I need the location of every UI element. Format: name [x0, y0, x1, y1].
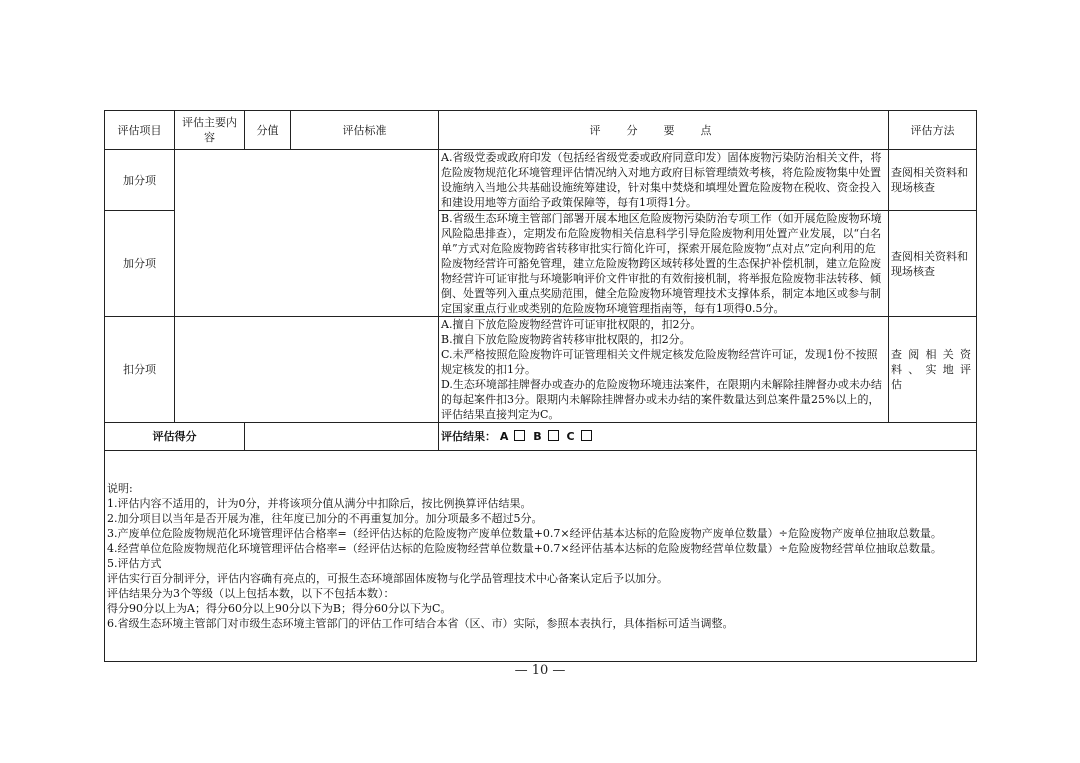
score-label: 评估得分	[105, 423, 245, 451]
bonus-label-b: 加分项	[105, 211, 175, 317]
header-evaluation-item: 评估项目	[105, 111, 175, 150]
notes-row	[105, 451, 977, 662]
note-line-1: 1.评估内容不适用的，计为0分，并将该项分值从满分中扣除后，按比例换算评估结果。	[107, 497, 532, 510]
result-label: 评估结果：	[441, 430, 496, 443]
bonus-empty-cell	[175, 150, 439, 317]
header-score: 分值	[245, 111, 291, 150]
deduct-method: 查阅相关资料、实地评估	[889, 317, 977, 423]
deduct-empty-cell	[175, 317, 439, 423]
note-line-5: 5.评估方式	[107, 557, 162, 570]
deduct-item-c: C.未严格按照危险废物许可证管理相关文件规定核发危险废物经营许可证，发现1份不按照规定核发的扣1分。	[441, 348, 878, 376]
bonus-method-b: 查阅相关资料和现场核查	[889, 211, 977, 317]
note-line-3: 3.产废单位危险废物规范化环境管理评估合格率=（经评估达标的危险废物产废单位数量+0.7×经评估基本达标的危险废物产废单位数量）÷危险废物产废单位抽取总数量。	[107, 527, 942, 540]
bonus-item-b: B.省级生态环境主管部门部署开展本地区危险废物污染防治专项工作（如开展危险废物环境风险隐患排查），定期发布危险废物相关信息科学引导危险废物利用处置产业发展，以“白名单”方式对危险废物跨省转移审批实行简化许可，探索开展危险废物“点对点”定向利用的危险废物经营许可豁免管理，建立危险废物跨区域转移处置的生态保护补偿机制，建立危险废物经营许可证审批与环境影响评价文件审批的有效衔接机制，将举报危险废物非法转移、倾倒、处置等列入重点奖励范围，健全危险废物环境管理技术支撑体系，制定本地区或参与制定国家重点行业或类别的危险废物环境管理指南等，每有1项得0.5分。	[439, 211, 889, 317]
result-option-a: A	[499, 430, 509, 443]
table-header-row	[105, 111, 977, 150]
deduct-label: 扣分项	[105, 317, 175, 423]
header-method: 评估方法	[889, 111, 977, 150]
result-cell	[439, 423, 977, 451]
score-row	[105, 423, 977, 451]
header-criteria: 评估标准	[291, 111, 439, 150]
deduct-item-b: B.擅自下放危险废物跨省转移审批权限的，扣2分。	[441, 333, 691, 346]
bonus-method-a: 查阅相关资料和现场核查	[889, 150, 977, 211]
note-line-7: 评估结果分为3个等级（以上包括本数，以下不包括本数）：	[107, 587, 395, 600]
deduct-item-d: D.生态环境部挂牌督办或查办的危险废物环境违法案件，在限期内未解除挂牌督办或未办结的每起案件扣3分。限期内未解除挂牌督办或未办结的案件数量达到总案件量25%以上的，评估结果直接判定为C。	[441, 378, 882, 421]
page-number: — 10 —	[514, 663, 566, 678]
bonus-label-a: 加分项	[105, 150, 175, 211]
score-value-cell	[245, 423, 439, 451]
note-line-0: 说明:	[107, 482, 133, 495]
note-line-6: 评估实行百分制评分，评估内容确有亮点的，可报生态环境部固体废物与化学品管理技术中心备案认定后予以加分。	[107, 572, 668, 585]
header-main-content: 评估主要内容	[175, 111, 245, 150]
note-line-9: 6.省级生态环境主管部门对市级生态环境主管部门的评估工作可结合本省（区、市）实际，参照本表执行，具体指标可适当调整。	[107, 617, 734, 630]
note-line-4: 4.经营单位危险废物规范化环境管理评估合格率=（经评估达标的危险废物经营单位数量+0.7×经评估基本达标的危险废物经营单位数量）÷危险废物经营单位抽取总数量。	[107, 542, 942, 555]
result-option-b: B	[533, 430, 542, 443]
checkbox-c-icon[interactable]	[581, 430, 592, 441]
bonus-row-a	[105, 150, 977, 211]
header-key-points: 评分要点	[439, 111, 889, 150]
deduct-item-a: A.擅自下放危险废物经营许可证审批权限的，扣2分。	[441, 318, 702, 331]
checkbox-b-icon[interactable]	[548, 430, 559, 441]
note-line-8: 得分90分以上为A；得分60分以上90分以下为B；得分60分以下为C。	[107, 602, 452, 615]
bonus-item-a: A.省级党委或政府印发（包括经省级党委或政府同意印发）固体废物污染防治相关文件，将危险废物规范化环境管理评估情况纳入对地方政府目标管理绩效考核，将危险废物集中处置设施纳入当地公共基础设施统筹建设，针对集中焚烧和填埋处置危险废物在税收、资金投入和建设用地等方面给予政策保障等，每有1项得1分。	[439, 150, 889, 211]
deduct-row	[105, 317, 977, 423]
notes-cell	[105, 451, 977, 662]
checkbox-a-icon[interactable]	[514, 430, 525, 441]
evaluation-table	[104, 110, 977, 662]
result-option-c: C	[566, 430, 575, 443]
deduct-items	[439, 317, 889, 423]
note-line-2: 2.加分项目以当年是否开展为准，往年度已加分的不再重复加分。加分项最多不超过5分。	[107, 512, 543, 525]
